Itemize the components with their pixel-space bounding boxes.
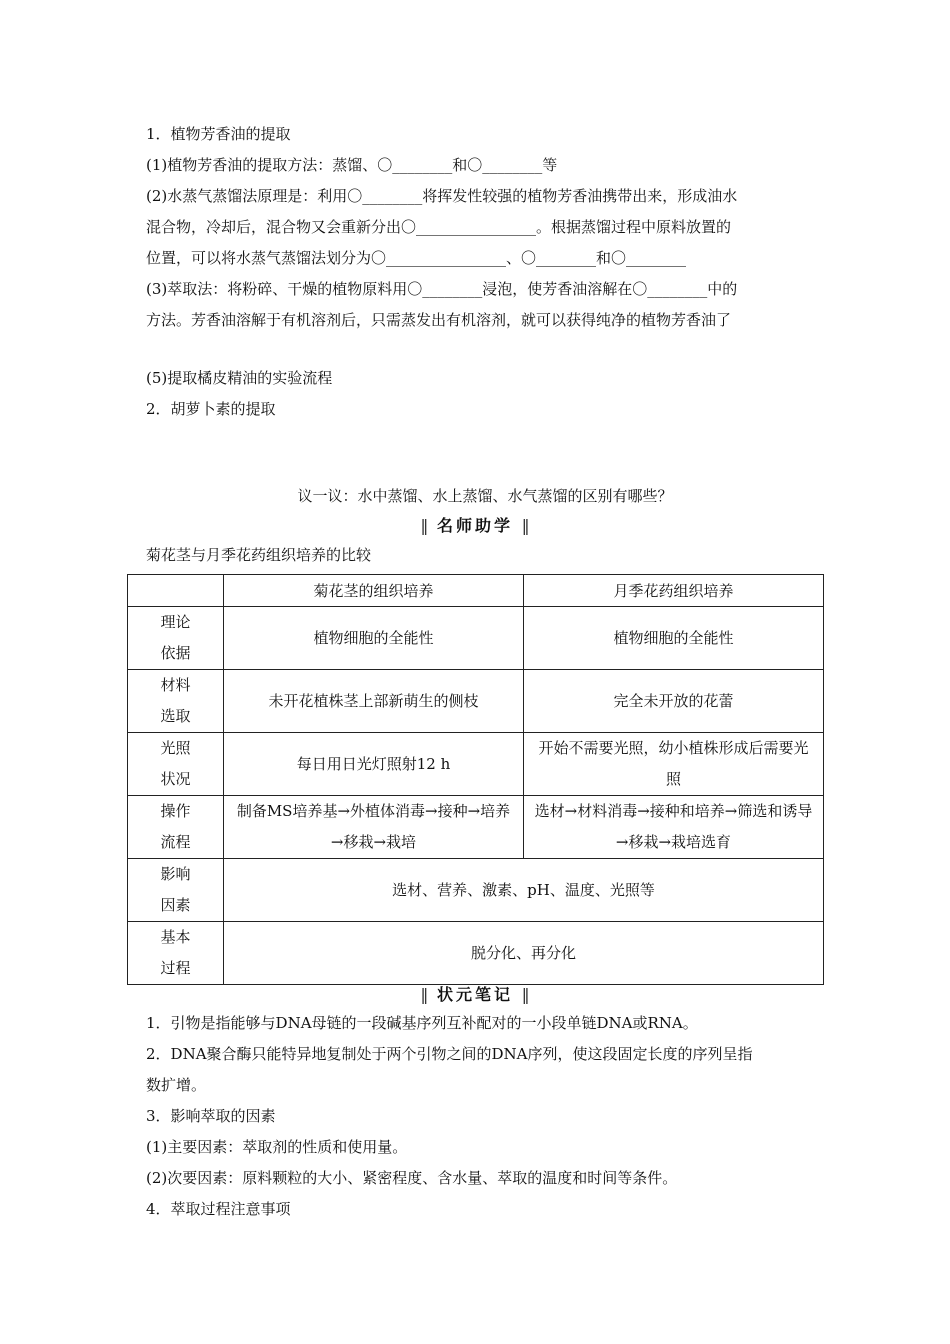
banner-teacher-help xyxy=(0,516,950,536)
banner-bar-left: ‖ xyxy=(420,985,429,1004)
table-cell: 未开花植株茎上部新萌生的侧枝 xyxy=(224,670,524,733)
note-3-1: (1)主要因素：萃取剂的性质和使用量。 xyxy=(146,1138,408,1156)
banner-bar-right: ‖ xyxy=(521,985,530,1004)
table-row xyxy=(128,796,824,859)
steam-distillation-principle-3: 位置，可以将水蒸气蒸馏法划分为〇________________、〇________和〇________ xyxy=(146,249,687,267)
banner-bar-left: ‖ xyxy=(420,516,429,535)
table-cell: 选材→材料消毒→接种和培养→筛选和诱导→移栽→栽培选育 xyxy=(524,796,824,859)
note-4: 4．萃取过程注意事项 xyxy=(146,1200,291,1218)
row-label: 基本 过程 xyxy=(128,922,224,985)
table-cell: 完全未开放的花蕾 xyxy=(524,670,824,733)
header-rose-anther: 月季花药组织培养 xyxy=(524,575,824,607)
banner-title: 名师助学 xyxy=(436,516,513,535)
row-label: 影响 因素 xyxy=(128,859,224,922)
table-row xyxy=(128,922,824,985)
extraction-method-2: 方法。芳香油溶解于有机溶剂后，只需蒸发出有机溶剂，就可以获得纯净的植物芳香油了 xyxy=(146,311,732,329)
discussion-question: 议一议：水中蒸馏、水上蒸馏、水气蒸馏的区别有哪些？ xyxy=(297,487,673,505)
header-corner xyxy=(128,575,224,607)
table-header-row xyxy=(128,575,824,607)
table-cell-merged: 选材、营养、激素、pH、温度、光照等 xyxy=(224,859,824,922)
row-label: 操作 流程 xyxy=(128,796,224,859)
table-cell: 每日用日光灯照射12 h xyxy=(224,733,524,796)
table-row xyxy=(128,859,824,922)
header-chrysanthemum: 菊花茎的组织培养 xyxy=(224,575,524,607)
table-cell-merged: 脱分化、再分化 xyxy=(224,922,824,985)
banner-title: 状元笔记 xyxy=(436,985,513,1004)
note-3: 3．影响萃取的因素 xyxy=(146,1107,276,1125)
row-label: 理论 依据 xyxy=(128,607,224,670)
row-label: 光照 状况 xyxy=(128,733,224,796)
table-cell: 制备MS培养基→外植体消毒→接种→培养→移栽→栽培 xyxy=(224,796,524,859)
table-row xyxy=(128,670,824,733)
steam-distillation-principle-2: 混合物，冷却后，混合物又会重新分出〇________________。根据蒸馏过程中原料放置的 xyxy=(146,218,732,236)
table-cell: 开始不需要光照，幼小植株形成后需要光照 xyxy=(524,733,824,796)
note-2-line1: 2．DNA聚合酶只能特异地复制处于两个引物之间的DNA序列，使这段固定长度的序列呈指 xyxy=(146,1045,753,1063)
note-2-line2: 数扩增。 xyxy=(146,1076,207,1094)
banner-notes xyxy=(0,985,950,1005)
section2-heading: 2．胡萝卜素的提取 xyxy=(146,400,276,418)
section1-heading: 1．植物芳香油的提取 xyxy=(146,125,291,143)
note-3-2: (2)次要因素：原料颗粒的大小、紧密程度、含水量、萃取的温度和时间等条件。 xyxy=(146,1169,678,1187)
extraction-method-1: (3)萃取法：将粉碎、干燥的植物原料用〇________浸泡，使芳香油溶解在〇________中的 xyxy=(146,280,738,298)
banner-bar-right: ‖ xyxy=(521,516,530,535)
comparison-table xyxy=(127,574,824,985)
table-row xyxy=(128,607,824,670)
table-caption: 菊花茎与月季花药组织培养的比较 xyxy=(146,546,372,564)
note-1: 1．引物是指能够与DNA母链的一段碱基序列互补配对的一小段单链DNA或RNA。 xyxy=(146,1014,698,1032)
orange-peel-flow: (5)提取橘皮精油的实验流程 xyxy=(146,369,333,387)
table-cell: 植物细胞的全能性 xyxy=(524,607,824,670)
table-cell: 植物细胞的全能性 xyxy=(224,607,524,670)
row-label: 材料 选取 xyxy=(128,670,224,733)
steam-distillation-principle-1: (2)水蒸气蒸馏法原理是：利用〇________将挥发性较强的植物芳香油携带出来，形成油水 xyxy=(146,187,738,205)
extraction-methods: (1)植物芳香油的提取方法：蒸馏、〇________和〇________等 xyxy=(146,156,558,174)
table-row xyxy=(128,733,824,796)
